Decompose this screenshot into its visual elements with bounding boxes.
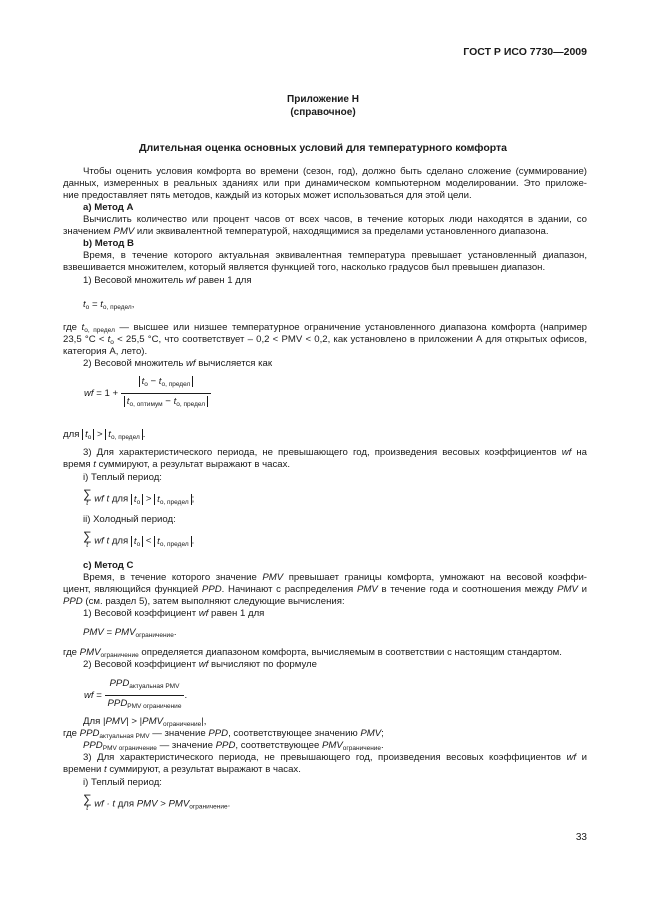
method-a-title: a) Метод А (83, 202, 134, 213)
intro-line-2: данных, измеренных в реальных зданиях или при динамическом компьютерном моделировании. Это приложе- (63, 178, 587, 189)
page-number: 33 (575, 832, 587, 843)
method-b-cold-sum: ∑ t wf t для $t_o < t_{o, предел}$ . (83, 529, 195, 549)
method-c-warm-sum: ∑ t wf · t для PMV > $PMV_{ограничение}$. (83, 792, 231, 812)
method-c-title: c) Метод С (83, 560, 134, 571)
intro-line-1: Чтобы оценить условия комфорта во времени (сезон, год), должно быть сделано сложение (суммирование) (83, 166, 587, 177)
annex-subtitle: (справочное) (290, 107, 356, 118)
method-b-line-1: Время, в течение которого актуальная эквивалентная температура превышает установленный диапазон, (83, 250, 587, 261)
method-b-item-2: 2) Весовой множитель wf вычисляется как (83, 358, 273, 369)
method-c-condition: Для $|PMV| > |PMV_{ограничение}|$, (83, 716, 207, 728)
method-b-condition: для $t_o > t_{o, предел}$ . (63, 429, 146, 441)
annex-title: Приложение Н (287, 94, 359, 105)
method-c-warm-label: i) Теплый период: (83, 777, 162, 788)
equation-to-limit: $t_o = t_{o, предел}$, (83, 299, 135, 311)
method-c-line-2: циент, являющийся функцией PPD. Начинают с распределения PMV в течение года и соотношения между PMV и (63, 584, 587, 595)
equation-wf-method-b: wf = 1 + $\frac{t_o - t_{o, предел}}{t_{o, оптимум} - t_{o, предел}}$ (84, 376, 211, 411)
method-b-where-line-2: 23,5 $^\circ C < t_o < 25,5$ °C, что соответствует – 0,2 < PMV < 0,2, как установлено в приложении А для открытых офисов, (63, 334, 587, 346)
method-b-item-3-line-2: время t суммируют, а результат выражают в часах. (63, 459, 291, 470)
method-b-warm-sum: ∑ t wf t для $t_o > t_{o, предел}$ ; (83, 487, 195, 507)
annex-heading: Длительная оценка основных условий для температурного комфорта (138, 142, 508, 154)
equation-pmv-limit: PMV = $PMV_{ограничение}$. (83, 627, 177, 639)
method-b-warm-label: i) Теплый период: (83, 472, 162, 483)
method-c-item-1: 1) Весовой коэффициент wf равен 1 для (83, 608, 265, 619)
method-c-item-3-line-2: времени t суммируют, а результат выражают в часах. (63, 764, 301, 775)
method-b-line-2: взвешивается множителем, который является функцией того, насколько градусов был превышен диапазон. (63, 262, 546, 273)
method-c-line-1: Время, в течение которого значение PMV превышает границы комфорта, умножают на весовой коэффи- (83, 572, 588, 583)
method-b-item-3-line-1: 3) Для характеристического периода, не превышающего год, произведения весовых коэффициентов wf на (83, 447, 587, 458)
method-c-def-2: $PPD_{PMV ограничение}$ — значение PPD, соответствующее $PMV_{ограничение}$. (83, 740, 384, 752)
method-c-item-3-line-1: 3) Для характеристического периода, не превышающего год, произведения весовых коэффициентов wf и (83, 752, 587, 763)
method-c-item-2: 2) Весовой коэффициент wf вычисляют по формуле (83, 659, 317, 670)
method-b-title: b) Метод В (83, 238, 134, 249)
equation-wf-method-c: wf = $\frac{PPD_{актуальная PMV}}{PPD_{PMV ограничение}}$ . (84, 678, 187, 713)
intro-line-3: ние предоставляет пять методов, каждый из которых может использоваться для этой цели. (63, 190, 472, 201)
method-a-line-2: значением PMV или эквивалентной температурой, находящимися за пределами установленного диапазона. (63, 226, 549, 237)
method-a-line-1: Вычислить количество или процент часов от всех часов, в течение которых люди находятся в здании, со (83, 214, 587, 225)
method-b-cold-label: ii) Холодный период: (83, 514, 176, 525)
method-c-def-1: где $PPD_{актуальная PMV}$ — значение PPD, соответствующее значению PMV; (63, 728, 384, 740)
method-c-where: где $PMV_{ограничение}$ определяется диапазоном комфорта, вычисляемым в соответствии с настоящим стандартом. (63, 647, 562, 659)
method-b-where-line-3: категория А, лето). (63, 346, 148, 357)
standard-id: ГОСТ Р ИСО 7730—2009 (463, 46, 587, 58)
method-b-where-line-1: где $t_{o, предел}$ — высшее или низшее температурное ограничение установленного диапазона комфорта (например (63, 322, 587, 334)
method-b-item-1: 1) Весовой множитель wf равен 1 для (83, 275, 252, 286)
method-c-line-3: PPD (см. раздел 5), затем выполняют следующие вычисления: (63, 596, 345, 607)
